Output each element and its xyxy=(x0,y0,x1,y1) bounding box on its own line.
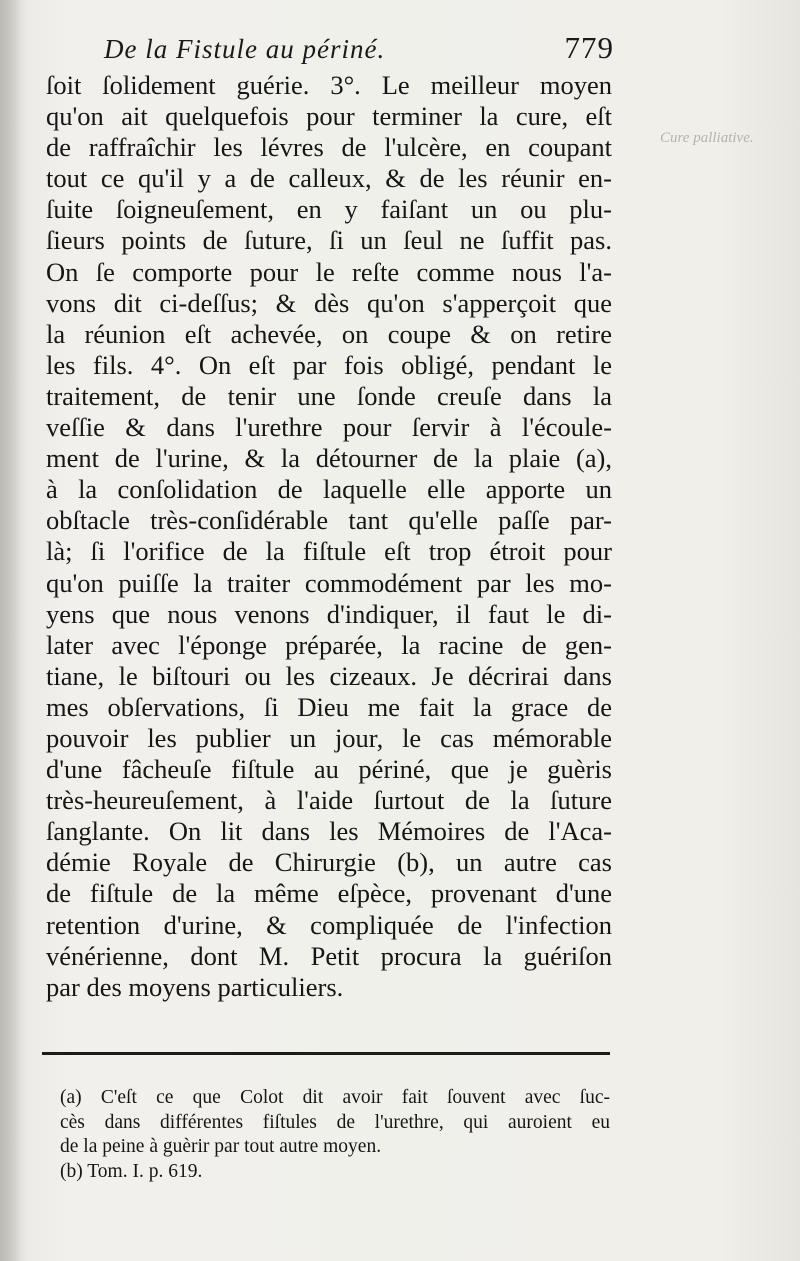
footnote-a-line-3: de la peine à guèrir par tout autre moyen. xyxy=(60,1136,382,1157)
body-line: là; ſi l'orifice de la fiſtule eſt trop étroit pour xyxy=(46,536,612,567)
body-line: retention d'urine, & compliquée de l'infection xyxy=(46,909,612,940)
gutter-shadow xyxy=(0,0,22,1261)
body-line: pouvoir les publier un jour, le cas mémorable xyxy=(46,722,612,753)
body-line: vons dit ci-deſſus; & dès qu'on s'apperçoit que xyxy=(46,287,612,318)
body-text xyxy=(46,70,612,1003)
body-line: mes obſervations, ſi Dieu me fait la grace de xyxy=(46,691,612,722)
running-header xyxy=(104,30,614,70)
body-line: traitement, de tenir une ſonde creuſe dans la xyxy=(46,380,612,411)
body-line: très-heureuſement, à l'aide ſurtout de la ſuture xyxy=(46,785,612,816)
body-line: par des moyens particuliers. xyxy=(46,971,344,1002)
body-line: ſieurs points de ſuture, ſi un ſeul ne ſuffit pas. xyxy=(46,225,612,256)
body-line: yens que nous venons d'indiquer, il faut le di- xyxy=(46,598,612,629)
footnotes xyxy=(60,1086,610,1184)
margin-note-bleedthrough: Cure palliative. xyxy=(660,130,754,146)
body-line: On ſe comporte pour le reſte comme nous l'a- xyxy=(46,256,612,287)
body-line: tiane, le biſtouri ou les cizeaux. Je décrirai dans xyxy=(46,660,612,691)
body-line: démie Royale de Chirurgie (b), un autre cas xyxy=(46,847,612,878)
footnote-b: (b) Tom. I. p. 619. xyxy=(60,1160,203,1182)
body-line: la réunion eſt achevée, on coupe & on retire xyxy=(46,318,612,349)
body-line: tout ce qu'il y a de calleux, & de les réunir en- xyxy=(46,163,612,194)
footnote-a-line-2: cès dans différentes fiſtules de l'urethre, qui auroient eu xyxy=(60,1111,610,1133)
body-line: qu'on puiſſe la traiter commodément par les mo- xyxy=(46,567,612,598)
footnote-rule xyxy=(42,1052,610,1055)
body-line: à la conſolidation de laquelle elle apporte un xyxy=(46,474,612,505)
body-line: vénérienne, dont M. Petit procura la guériſon xyxy=(46,940,612,971)
body-line: ſanglante. On lit dans les Mémoires de l'Aca- xyxy=(46,816,612,847)
page-number: 779 xyxy=(564,30,614,65)
body-line: qu'on ait quelquefois pour terminer la cure, eſt xyxy=(46,101,612,132)
running-title: De la Fistule au périné. xyxy=(104,34,386,64)
body-line: de fiſtule de la même eſpèce, provenant d'une xyxy=(46,878,612,909)
body-line: veſſie & dans l'urethre pour ſervir à l'écoule- xyxy=(46,412,612,443)
body-line: obſtacle très-conſidérable tant qu'elle paſſe par- xyxy=(46,505,612,536)
footnote-a-line-1: (a) C'eſt ce que Colot dit avoir fait ſouvent avec ſuc- xyxy=(60,1087,610,1108)
body-line: d'une fâcheuſe fiſtule au périné, que je guèris xyxy=(46,754,612,785)
body-line: ſuite ſoigneuſement, en y faiſant un ou plu- xyxy=(46,194,612,225)
body-line: ment de l'urine, & la détourner de la plaie (a), xyxy=(46,443,612,474)
body-line: later avec l'éponge préparée, la racine de gen- xyxy=(46,629,612,660)
body-line: de raffraîchir les lévres de l'ulcère, en coupant xyxy=(46,132,612,163)
body-line: ſoit ſolidement guérie. 3°. Le meilleur moyen xyxy=(46,70,612,100)
body-line: les fils. 4°. On eſt par fois obligé, pendant le xyxy=(46,349,612,380)
